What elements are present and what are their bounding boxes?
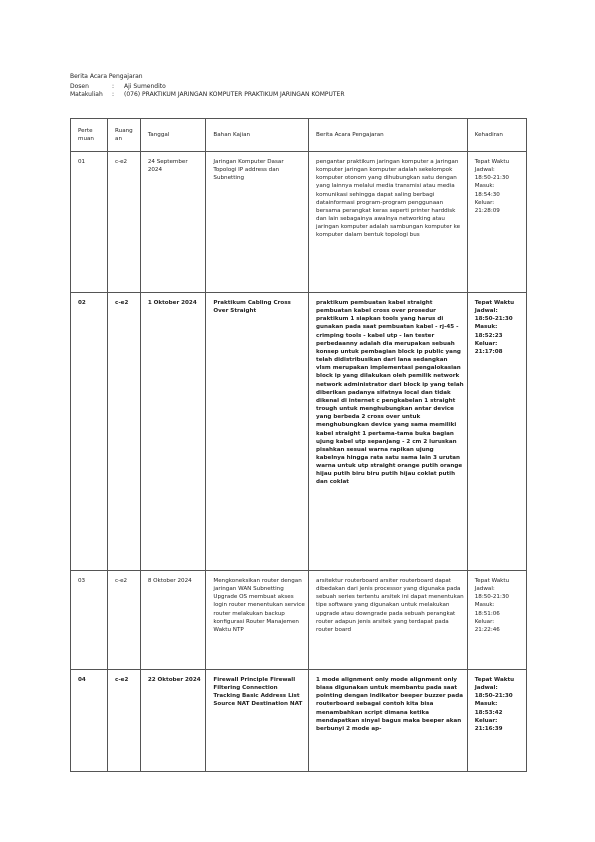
meeting-number: 01 [71, 152, 108, 293]
lecturer-label: Dosen [70, 82, 89, 90]
report-text: praktikum pembuatan kabel straight pembuatan kabel cross over prosedur praktikum 1 siapkan tools yang harus di gunakan pada saat pembuatan kabel - rj-45 - crimping tools - kabel utp - lan tester perbedaanny adalah dia merupakan sebuah konsep untuk pembagian block ip public yang telah didistribusikan dari lana sedangkan vlsm merupakan implementasi pengalokasian block ip yang dilakukan oleh pemilik network network administrator dari block ip yang telah diberikan padanya sifatnya local dan tidak dikenal di internet c pengkabelan 1 straight trough untuk menghubungkan antar device yang berbeda 2 cross over untuk menghubungkan device yang sama memiliki kabel straight 1 pertama-tama buka bagian ujung kabel utp sepanjang - 2 cm 2 luruskan pisahkan sesuai warna rapikan ujung kabelnya hingga rata satu sama lain 3 urutan warna untuk utp straight orange putih orange hijau putih biru biru putih hijau coklat putih dan coklat [309, 293, 468, 571]
topic: Jaringan Komputer Dasar Topologi IP address dan Subnetting [206, 152, 309, 293]
schedule-label: Jadwal: [474, 685, 498, 692]
header-date: Tanggal [140, 119, 206, 152]
attendance [467, 670, 526, 772]
room: c-e2 [108, 670, 141, 772]
schedule-label: Jadwal: [474, 308, 498, 315]
date: 8 Oktober 2024 [140, 571, 206, 670]
schedule-label: Jadwal: [474, 586, 495, 593]
lecturer-row [70, 83, 345, 92]
check-in-label: Masuk: [474, 701, 498, 708]
document-title: Berita Acara Pengajaran [70, 73, 143, 80]
check-out-time: 21:16:39 [474, 725, 503, 732]
check-out-label: Keluar: [474, 618, 495, 625]
meeting-number: 04 [71, 670, 108, 772]
attendance [467, 571, 526, 670]
topic: Firewall Principle Firewall Filtering Connection Tracking Basic Address List Source NAT Destination NAT [206, 670, 309, 772]
separator: : [112, 82, 115, 90]
header-attendance: Kehadiran [467, 119, 526, 152]
check-out-time: 21:17:08 [474, 348, 503, 355]
course-label: Matakuliah [70, 91, 103, 98]
check-out-label: Keluar: [474, 199, 495, 206]
check-out-time: 21:28:09 [474, 207, 500, 214]
attendance [467, 152, 526, 293]
course-name: (076) PRAKTIKUM JARINGAN KOMPUTER PRAKTIKUM JARINGAN KOMPUTER [124, 91, 345, 98]
check-in-time: 18:52:23 [474, 332, 503, 339]
check-out-time: 21:22:46 [474, 626, 500, 633]
table-row [71, 293, 527, 571]
schedule-label: Jadwal: [474, 167, 495, 174]
attendance-status: Tepat Waktu [474, 300, 515, 306]
schedule-time: 18:50-21:30 [474, 693, 513, 700]
check-in-time: 18:54:30 [474, 191, 500, 198]
topic: Praktikum Cabling Cross Over Straight [206, 293, 309, 571]
course-row [70, 91, 345, 100]
check-in-label: Masuk: [474, 324, 498, 331]
separator: : [112, 91, 115, 98]
header-room: Ruang an [108, 119, 141, 152]
check-in-time: 18:51:06 [474, 610, 500, 617]
check-in-label: Masuk: [474, 602, 495, 609]
room: c-e2 [108, 152, 141, 293]
meeting-number: 02 [71, 293, 108, 571]
topic: Mengkoneksikan router dengan jaringan WAN Subnetting Upgrade OS membuat akses login router menentukan service router melakukan backup konfigurasi Router Manajemen Waktu NTP [206, 571, 309, 670]
document-header [70, 73, 345, 100]
date: 24 September 2024 [140, 152, 206, 293]
attendance-status: Tepat Waktu [474, 677, 515, 683]
report-text: 1 mode alignment only mode alignment only biasa digunakan untuk membantu pada saat pointing dengan indikator beeper buzzer pada routerboard sebagai contoh kita bisa menambahkan script dimana ketika mendapatkan sinyal bagus maka beeper akan berbunyi 2 mode ap- [309, 670, 468, 772]
check-out-label: Keluar: [474, 340, 498, 347]
header-report: Berita Acara Pengajaran [309, 119, 468, 152]
check-in-label: Masuk: [474, 183, 495, 190]
report-text: pengantar praktikum jaringan komputer a jaringan komputer jaringan komputer adalah sekelompok komputer otonom yang dihubungkan satu dengan yang lainnya melalui media transmisi atau media komunikasi sehingga dapat saling berbagi datainformasi program-program penggunaan bersama perangkat keras seperti printer harddisk dan lain sebagainya awalnya networking atau jaringan komputer adalah sambungan komputer ke komputer dalam bentuk topologi bus [309, 152, 468, 293]
attendance-status: Tepat Waktu [474, 159, 510, 165]
room: c-e2 [108, 571, 141, 670]
teaching-report-table [70, 118, 527, 772]
date: 1 Oktober 2024 [140, 293, 206, 571]
room: c-e2 [108, 293, 141, 571]
attendance [467, 293, 526, 571]
report-text: arsitektur routerboard arsiter routerboard dapat dibedakan dari jenis processor yang digunaka pada sebuah series tertentu arsitek ini dapat menentukan tipe software yang digunakan untuk melakukan upgrade atau downgrade pada sebuah perangkat router adapun jenis arsitek yang terdapat pada router board [309, 571, 468, 670]
schedule-time: 18:50-21:30 [474, 175, 509, 182]
table-row [71, 152, 527, 293]
schedule-time: 18:50-21:30 [474, 316, 513, 323]
check-in-time: 18:53:42 [474, 709, 503, 716]
table-row [71, 571, 527, 670]
meeting-number: 03 [71, 571, 108, 670]
header-meeting: Perte muan [71, 119, 108, 152]
table-row [71, 670, 527, 772]
attendance-status: Tepat Waktu [474, 578, 510, 584]
table-header-row [71, 119, 527, 152]
lecturer-name: Aji Sumendito [124, 82, 166, 90]
check-out-label: Keluar: [474, 717, 498, 724]
schedule-time: 18:50-21:30 [474, 594, 509, 601]
header-topic: Bahan Kajian [206, 119, 309, 152]
date: 22 Oktober 2024 [140, 670, 206, 772]
